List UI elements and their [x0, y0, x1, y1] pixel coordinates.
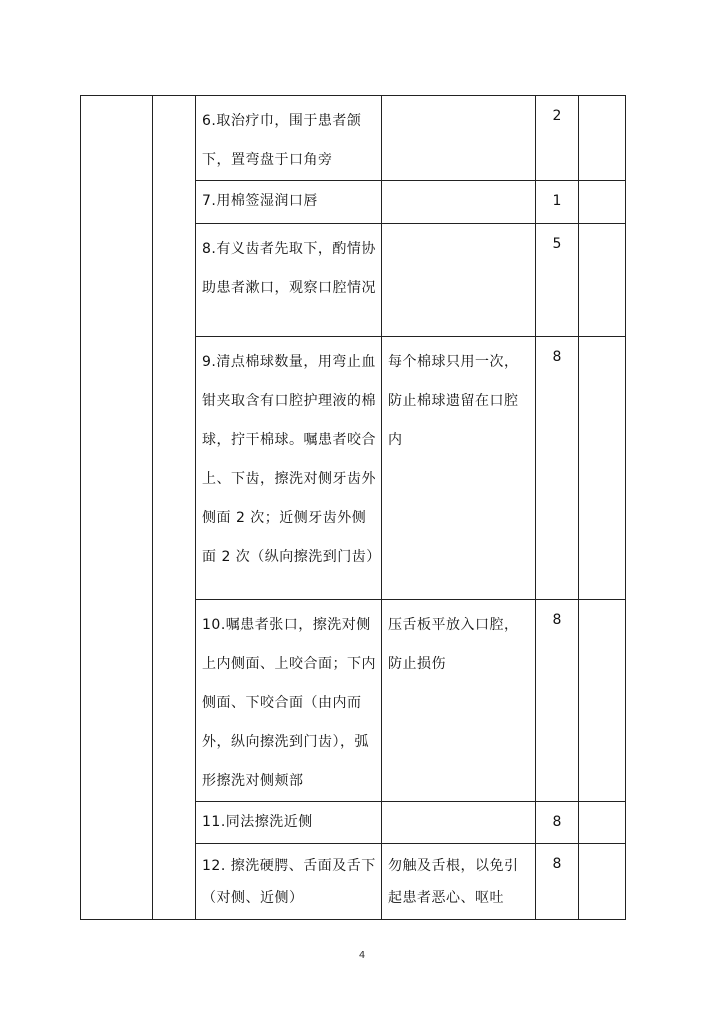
table-row [81, 96, 626, 181]
step-text: 7.用棉签湿润口唇 [202, 193, 318, 209]
note-cell [382, 224, 536, 337]
step-text: 11.同法擦洗近侧 [202, 814, 313, 830]
step-cell [196, 802, 382, 844]
step-cell [196, 337, 382, 600]
step-cell [196, 600, 382, 802]
note-text: 压舌板平放入口腔，防止损伤 [388, 617, 519, 672]
deduction-cell [579, 224, 626, 337]
score-value: 8 [552, 814, 562, 830]
score-cell [536, 224, 579, 337]
step-text: 8.有义齿者先取下，酌情协助患者漱口，观察口腔情况 [202, 241, 376, 296]
note-text [382, 224, 535, 230]
note-cell [382, 337, 536, 600]
deduction-cell [579, 96, 626, 181]
note-cell [382, 96, 536, 181]
step-text: 12. 擦洗硬腭、舌面及舌下（对侧、近侧） [202, 858, 376, 906]
deduction-cell [579, 337, 626, 600]
note-text [382, 802, 535, 808]
score-cell [536, 844, 579, 920]
category-cell [81, 96, 153, 920]
deduction-cell [579, 181, 626, 224]
step-text: 9.清点棉球数量，用弯止血钳夹取含有口腔护理液的棉球，拧干棉球。嘱患者咬合上、下齿，擦洗对侧牙齿外侧面 2 次；近侧牙齿外侧面 2 次（纵向擦洗到门齿） [202, 354, 381, 565]
step-cell [196, 224, 382, 337]
deduction-cell [579, 802, 626, 844]
note-text [382, 96, 535, 102]
step-text: 6.取治疗巾，围于患者颌下，置弯盘于口角旁 [202, 113, 362, 168]
note-cell [382, 181, 536, 224]
subcategory-cell [153, 96, 196, 920]
step-text: 10.嘱患者张口，擦洗对侧上内侧面、上咬合面；下内侧面、下咬合面（由内而外，纵向擦洗到门齿），弧形擦洗对侧颊部 [202, 617, 376, 789]
step-cell [196, 96, 382, 181]
score-cell [536, 96, 579, 181]
deduction-cell [579, 844, 626, 920]
score-cell [536, 600, 579, 802]
note-cell [382, 802, 536, 844]
step-cell [196, 181, 382, 224]
deduction-cell [579, 600, 626, 802]
score-value: 8 [552, 856, 562, 872]
score-cell [536, 337, 579, 600]
score-cell [536, 181, 579, 224]
score-value: 1 [552, 193, 562, 209]
score-value: 5 [552, 236, 562, 252]
note-cell [382, 600, 536, 802]
score-cell [536, 802, 579, 844]
note-text: 每个棉球只用一次，防止棉球遗留在口腔内 [388, 354, 519, 448]
note-text [382, 181, 535, 187]
score-value: 2 [552, 108, 562, 124]
step-cell [196, 844, 382, 920]
procedure-table [80, 95, 626, 920]
note-text: 勿触及舌根，以免引起患者恶心、呕吐 [388, 858, 519, 906]
note-cell [382, 844, 536, 920]
score-value: 8 [552, 612, 562, 628]
page-number: 4 [358, 950, 366, 961]
score-value: 8 [552, 349, 562, 365]
